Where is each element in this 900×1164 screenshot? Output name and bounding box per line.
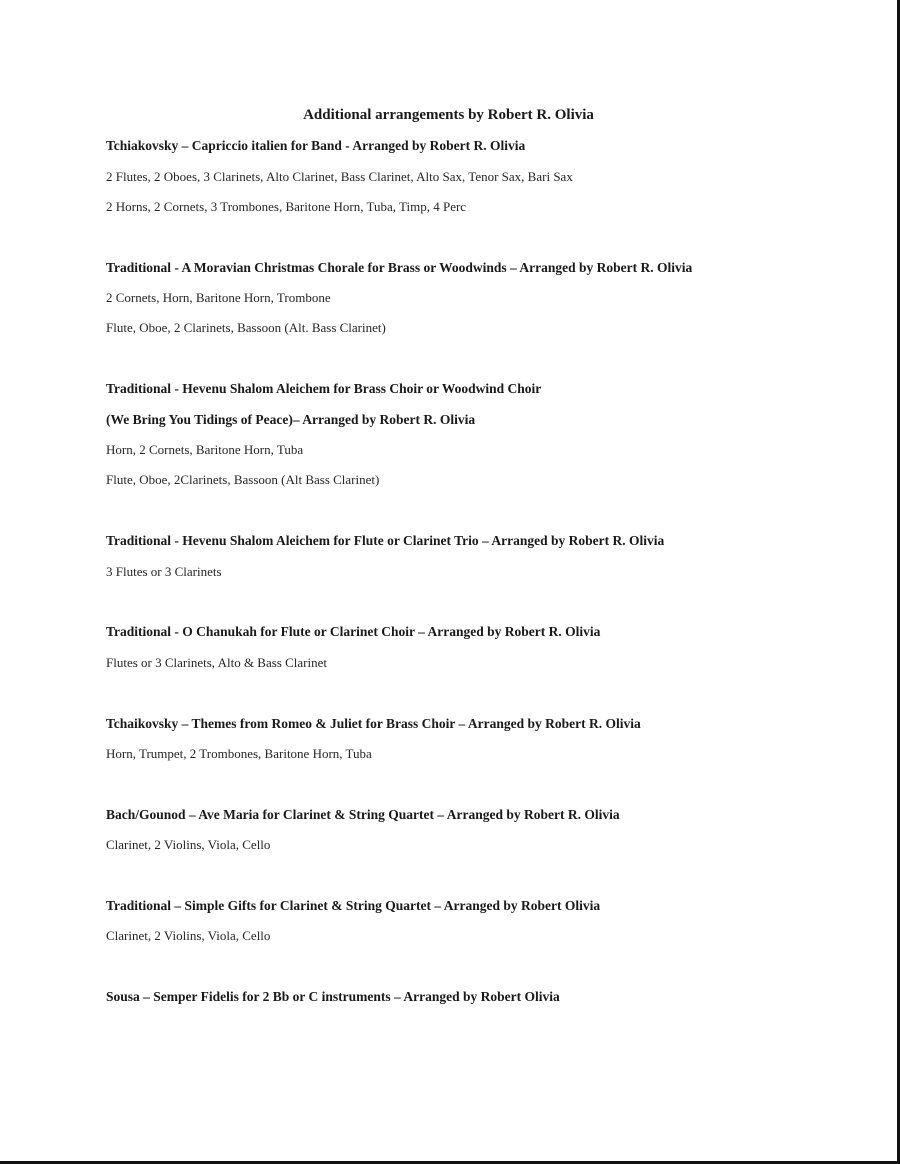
instrumentation-line: Flutes or 3 Clarinets, Alto & Bass Clarinet <box>106 655 327 670</box>
instrumentation-line: Flute, Oboe, 2Clarinets, Bassoon (Alt Bass Clarinet) <box>106 472 380 487</box>
instrumentation-line: 2 Horns, 2 Cornets, 3 Trombones, Baritone Horn, Tuba, Timp, 4 Perc <box>106 199 467 214</box>
page-title: Additional arrangements by Robert R. Olivia <box>303 107 594 123</box>
arrangement-heading: Sousa – Semper Fidelis for 2 Bb or C instruments – Arranged by Robert Olivia <box>106 989 560 1004</box>
arrangement-heading: Traditional - Hevenu Shalom Aleichem for Flute or Clarinet Trio – Arranged by Robert R. Olivia <box>106 533 665 548</box>
instrumentation-line: 2 Cornets, Horn, Baritone Horn, Trombone <box>106 290 331 305</box>
instrumentation-line: Clarinet, 2 Violins, Viola, Cello <box>106 837 271 852</box>
arrangement-heading: Traditional – Simple Gifts for Clarinet & String Quartet – Arranged by Robert Olivia <box>106 898 601 913</box>
instrumentation-line: Clarinet, 2 Violins, Viola, Cello <box>106 928 271 943</box>
arrangement-heading: Tchiakovsky – Capriccio italien for Band - Arranged by Robert R. Olivia <box>106 138 526 153</box>
arrangement-heading: Bach/Gounod – Ave Maria for Clarinet & String Quartet – Arranged by Robert R. Olivia <box>106 807 620 822</box>
arrangement-heading: Traditional - O Chanukah for Flute or Clarinet Choir – Arranged by Robert R. Olivia <box>106 624 601 639</box>
instrumentation-line: Horn, 2 Cornets, Baritone Horn, Tuba <box>106 442 304 457</box>
arrangement-heading: Traditional - Hevenu Shalom Aleichem for Brass Choir or Woodwind Choir <box>106 381 542 396</box>
instrumentation-line: Flute, Oboe, 2 Clarinets, Bassoon (Alt. Bass Clarinet) <box>106 320 386 335</box>
instrumentation-line: 2 Flutes, 2 Oboes, 3 Clarinets, Alto Clarinet, Bass Clarinet, Alto Sax, Tenor Sax, Bari Sax <box>106 169 573 184</box>
arrangement-heading: Traditional - A Moravian Christmas Chorale for Brass or Woodwinds – Arranged by Robert R. Olivia <box>106 260 693 275</box>
instrumentation-line: 3 Flutes or 3 Clarinets <box>106 564 222 579</box>
arrangement-heading-continued: (We Bring You Tidings of Peace)– Arranged by Robert R. Olivia <box>106 412 476 427</box>
instrumentation-line: Horn, Trumpet, 2 Trombones, Baritone Horn, Tuba <box>106 746 372 761</box>
arrangement-heading: Tchaikovsky – Themes from Romeo & Juliet for Brass Choir – Arranged by Robert R. Olivia <box>106 716 641 731</box>
